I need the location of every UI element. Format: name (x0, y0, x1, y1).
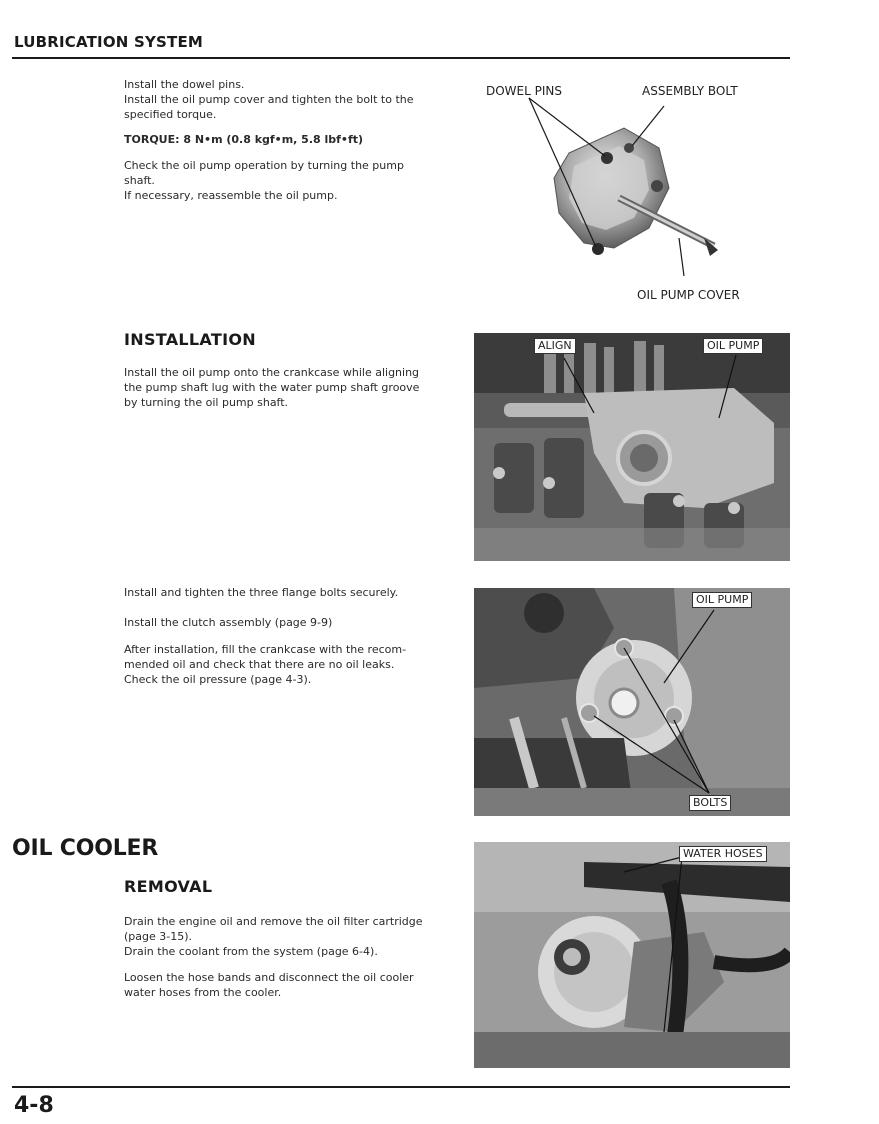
header-rule (12, 57, 790, 59)
removal-heading: REMOVAL (124, 877, 213, 896)
step3-line: Check the oil pressure (page 4-3). (124, 673, 312, 686)
leader-line (679, 238, 684, 276)
installation-line: Install the oil pump onto the crankcase while aligning (124, 366, 420, 379)
leader-line (632, 106, 664, 146)
installation-line: the pump shaft lug with the water pump shaft groove (124, 381, 420, 394)
removal-line: water hoses from the cooler. (124, 986, 282, 999)
section-title: LUBRICATION SYSTEM (14, 33, 204, 51)
leader-line (529, 98, 605, 156)
step3-line: Install the clutch assembly (page 9-9) (124, 616, 333, 629)
removal-line: Drain the engine oil and remove the oil filter cartridge (124, 915, 423, 928)
oil-cooler-heading: OIL COOLER (12, 836, 159, 861)
label-oil-pump-cover: OIL PUMP COVER (637, 288, 740, 302)
label-water-hoses: WATER HOSES (679, 846, 767, 862)
step1-line: Check the oil pump operation by turning the pump (124, 159, 404, 172)
step3-line: Install and tighten the three flange bolts securely. (124, 586, 399, 599)
oil-pump-bolts-photo-image (474, 588, 790, 816)
step3-line: After installation, fill the crankcase with the recom- (124, 643, 407, 656)
removal-line: Drain the coolant from the system (page 6-4). (124, 945, 378, 958)
figure-oil-pump-cover (474, 78, 790, 310)
oil-cooler-photo-image (474, 842, 790, 1068)
installation-heading: INSTALLATION (124, 330, 256, 349)
step1-line: If necessary, reassemble the oil pump. (124, 189, 338, 202)
label-oil-pump: OIL PUMP (692, 592, 752, 608)
removal-line: (page 3-15). (124, 930, 193, 943)
footer-rule (12, 1086, 790, 1088)
step3-line: mended oil and check that there are no oil leaks. (124, 658, 395, 671)
figure-oil-pump-bolts-photo (474, 588, 790, 816)
installation-text (124, 365, 459, 410)
label-assembly-bolt: ASSEMBLY BOLT (642, 84, 738, 98)
figure-oil-cooler-photo (474, 842, 790, 1068)
label-bolts: BOLTS (689, 795, 731, 811)
step1-line: shaft. (124, 174, 155, 187)
installation-line: by turning the oil pump shaft. (124, 396, 289, 409)
label-dowel-pins: DOWEL PINS (486, 84, 563, 98)
removal-line: Loosen the hose bands and disconnect the oil cooler (124, 971, 414, 984)
step1-line: Install the oil pump cover and tighten the bolt to the (124, 93, 414, 106)
page-number: 4-8 (14, 1093, 54, 1118)
step3-text (124, 585, 459, 687)
oil-pump-cover-illustration (474, 78, 790, 310)
label-oil-pump: OIL PUMP (703, 338, 763, 354)
torque-spec: TORQUE: 8 N•m (0.8 kgf•m, 5.8 lbf•ft) (124, 133, 364, 146)
step1-text (124, 77, 459, 203)
step1-line: specified torque. (124, 108, 217, 121)
step1-line: Install the dowel pins. (124, 78, 245, 91)
figure-installation-photo (474, 333, 790, 561)
installation-photo-image (474, 333, 790, 561)
label-align: ALIGN (534, 338, 576, 354)
removal-text (124, 914, 459, 1000)
